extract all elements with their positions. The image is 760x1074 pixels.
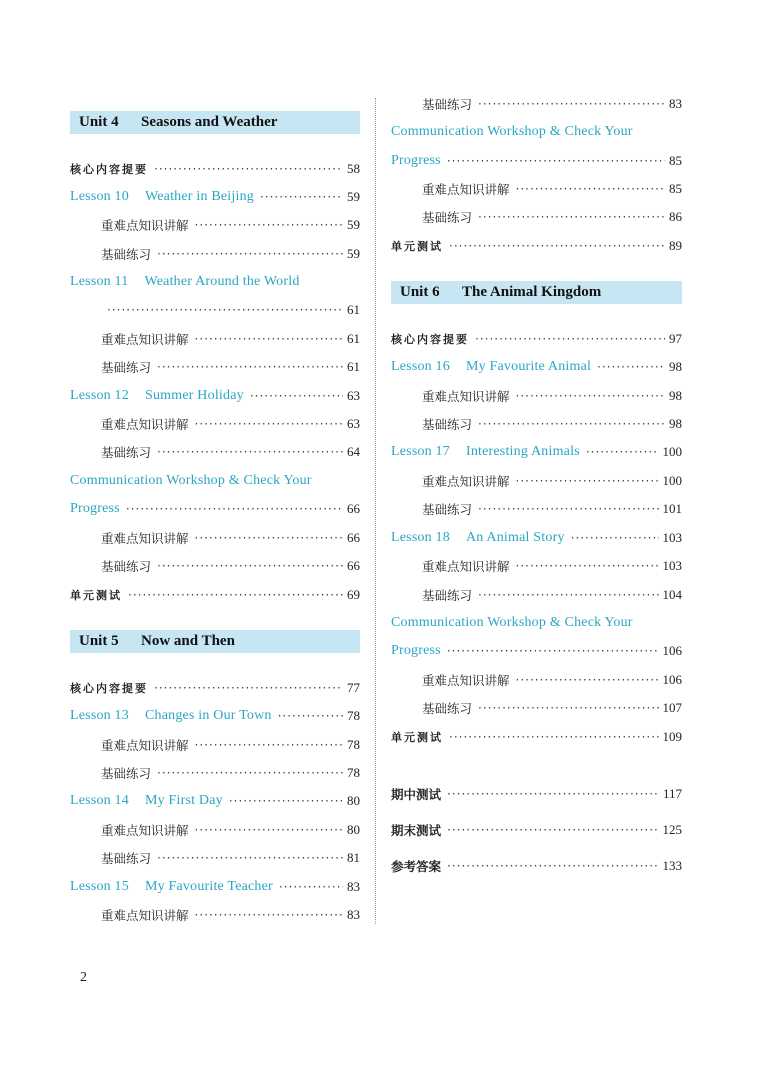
toc-entry-l17-basic[interactable]: 基础练习 ····· 101 (391, 498, 682, 520)
toc-entry-l13-basic[interactable]: 基础练习 ····· 78 (70, 762, 360, 784)
toc-entry-l11-key[interactable]: 重难点知识讲解 ····· 61 (70, 328, 360, 350)
toc-entry-lesson-11-title[interactable]: Lesson 11 Weather Around the World (70, 274, 300, 289)
toc-entry-u5-comm-progress[interactable]: Progress ····· 85 (391, 150, 682, 172)
toc-entry-u4-test[interactable]: 单元测试 ····· 69 (70, 584, 360, 606)
toc-entry-l16-key[interactable]: 重难点知识讲解 ····· 98 (391, 385, 682, 407)
toc-entry-u5-comm-basic[interactable]: 基础练习 ····· 86 (391, 206, 682, 228)
unit-5-header[interactable]: Unit 5 Now and Then (70, 630, 360, 653)
toc-entry-u6-comm-title[interactable]: Communication Workshop & Check Your (391, 615, 633, 630)
toc-entry-l13-key[interactable]: 重难点知识讲解 ····· 78 (70, 734, 360, 756)
toc-entry-final[interactable]: 期末测试 ····· 125 (391, 819, 682, 841)
toc-entry-lesson-12[interactable]: Lesson 12 Summer Holiday ····· 63 (70, 385, 360, 407)
toc-entry-answers[interactable]: 参考答案 ····· 133 (391, 855, 682, 877)
toc-entry-l18-key[interactable]: 重难点知识讲解 ····· 103 (391, 555, 682, 577)
toc-entry-lesson-10[interactable]: Lesson 10 Weather in Beijing ····· 59 (70, 186, 360, 208)
toc-entry-u4-comm-key[interactable]: 重难点知识讲解 ····· 66 (70, 527, 360, 549)
toc-entry-l12-basic[interactable]: 基础练习 ····· 64 (70, 441, 360, 463)
toc-entry-l14-basic[interactable]: 基础练习 ····· 81 (70, 847, 360, 869)
toc-entry-l18-basic[interactable]: 基础练习 ····· 104 (391, 584, 682, 606)
unit-4-header[interactable]: Unit 4 Seasons and Weather (70, 111, 360, 134)
toc-entry-u6-core[interactable]: 核心内容提要 ····· 97 (391, 328, 682, 350)
toc-entry-lesson-17[interactable]: Lesson 17 Interesting Animals ····· 100 (391, 441, 682, 463)
toc-entry-u5-comm-key[interactable]: 重难点知识讲解 ····· 85 (391, 178, 682, 200)
toc-entry-u5-comm-title[interactable]: Communication Workshop & Check Your (391, 124, 633, 139)
toc-entry-lesson-14[interactable]: Lesson 14 My First Day ····· 80 (70, 790, 360, 812)
toc-entry-midterm[interactable]: 期中测试 ····· 117 (391, 783, 682, 805)
toc-entry-l14-key[interactable]: 重难点知识讲解 ····· 80 (70, 819, 360, 841)
toc-entry-l12-key[interactable]: 重难点知识讲解 ····· 63 (70, 413, 360, 435)
toc-entry-lesson-18[interactable]: Lesson 18 An Animal Story ····· 103 (391, 527, 682, 549)
toc-entry-u4-comm-basic[interactable]: 基础练习 ····· 66 (70, 555, 360, 577)
toc-entry-u4-core[interactable]: 核心内容提要 ····· 58 (70, 158, 360, 180)
toc-entry-u4-comm-progress[interactable]: Progress ····· 66 (70, 498, 360, 520)
toc-entry-lesson-11-page[interactable]: ····· 61 (70, 299, 360, 321)
toc-entry-u6-comm-progress[interactable]: Progress ····· 106 (391, 640, 682, 662)
toc-entry-lesson-16[interactable]: Lesson 16 My Favourite Animal ····· 98 (391, 356, 682, 378)
toc-entry-l17-key[interactable]: 重难点知识讲解 ····· 100 (391, 470, 682, 492)
toc-entry-l10-basic[interactable]: 基础练习 ····· 59 (70, 243, 360, 265)
toc-entry-u4-comm-title[interactable]: Communication Workshop & Check Your (70, 473, 312, 488)
unit-6-header[interactable]: Unit 6 The Animal Kingdom (391, 281, 682, 304)
toc-entry-u5-test[interactable]: 单元测试 ····· 89 (391, 235, 682, 257)
toc-entry-u6-test[interactable]: 单元测试 ····· 109 (391, 726, 682, 748)
page-number: 2 (80, 970, 87, 985)
toc-entry-u6-comm-basic[interactable]: 基础练习 ····· 107 (391, 697, 682, 719)
toc-entry-u5-core[interactable]: 核心内容提要 ····· 77 (70, 677, 360, 699)
toc-entry-lesson-13[interactable]: Lesson 13 Changes in Our Town ····· 78 (70, 705, 360, 727)
toc-entry-l11-basic[interactable]: 基础练习 ····· 61 (70, 356, 360, 378)
toc-entry-l16-basic[interactable]: 基础练习 ····· 98 (391, 413, 682, 435)
toc-entry-u6-comm-key[interactable]: 重难点知识讲解 ····· 106 (391, 669, 682, 691)
toc-entry-l15-key[interactable]: 重难点知识讲解 ····· 83 (70, 904, 360, 926)
toc-entry-lesson-15[interactable]: Lesson 15 My Favourite Teacher ····· 83 (70, 876, 360, 898)
toc-entry-l10-key[interactable]: 重难点知识讲解 ····· 59 (70, 214, 360, 236)
toc-entry-l15-basic[interactable]: 基础练习 ····· 83 (391, 93, 682, 115)
column-divider (375, 98, 376, 924)
